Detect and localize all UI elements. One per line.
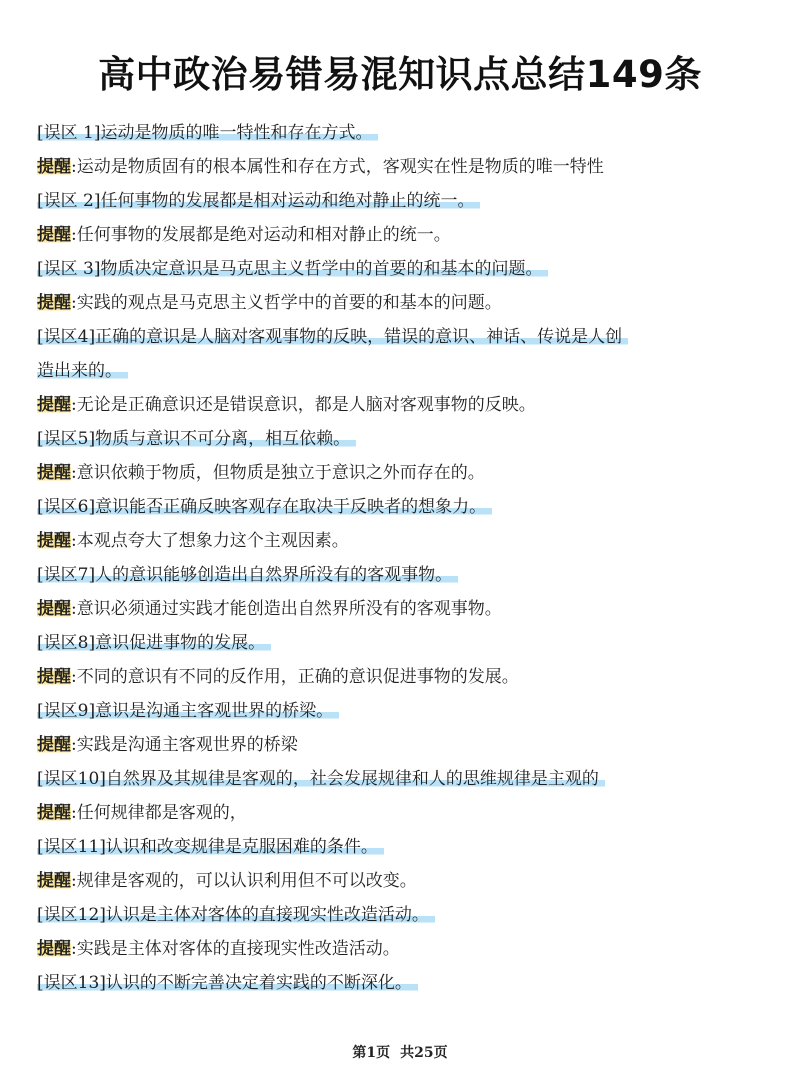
tip-text: :意识必须通过实践才能创造出自然界所没有的客观事物。 [71, 599, 502, 619]
tip-text: :不同的意识有不同的反作用，正确的意识促进事物的发展。 [71, 667, 519, 687]
mistake-line [37, 830, 777, 864]
tip-text: :实践是主体对客体的直接现实性改造活动。 [71, 939, 400, 959]
mistake-line-continued [37, 354, 777, 388]
tip-label: 提醒 [37, 225, 71, 245]
mistake-text: [误区4]正确的意识是人脑对客观事物的反映，错误的意识、神话、传说是人创 [37, 327, 628, 347]
mistake-line [37, 966, 777, 1000]
mistake-text: [误区7]人的意识能够创造出自然界所没有的客观事物。 [37, 565, 458, 585]
mistake-line [37, 116, 777, 150]
tip-line [37, 592, 777, 626]
tip-line [37, 524, 777, 558]
tip-text: :实践是沟通主客观世界的桥梁 [71, 735, 298, 755]
tip-text: :任何事物的发展都是绝对运动和相对静止的统一。 [71, 225, 451, 245]
tip-line [37, 728, 777, 762]
tip-label: 提醒 [37, 395, 71, 415]
mistake-text: [误区5]物质与意识不可分离，相互依赖。 [37, 429, 356, 449]
tip-line [37, 932, 777, 966]
tip-label: 提醒 [37, 803, 71, 823]
mistake-text: 造出来的。 [37, 361, 128, 381]
tip-line [37, 456, 777, 490]
mistake-line [37, 422, 777, 456]
tip-line [37, 796, 777, 830]
mistake-text: [误区 1]运动是物质的唯一特性和存在方式。 [37, 123, 378, 143]
page-footer [0, 1042, 800, 1062]
tip-text: :实践的观点是马克思主义哲学中的首要的和基本的问题。 [71, 293, 502, 313]
mistake-text: [误区11]认识和改变规律是克服困难的条件。 [37, 837, 384, 857]
tip-label: 提醒 [37, 157, 71, 177]
mistake-line [37, 252, 777, 286]
tip-line [37, 864, 777, 898]
mistake-list [37, 116, 777, 1000]
tip-label: 提醒 [37, 871, 71, 891]
tip-label: 提醒 [37, 735, 71, 755]
tip-label: 提醒 [37, 667, 71, 687]
tip-label: 提醒 [37, 939, 71, 959]
mistake-line [37, 558, 777, 592]
tip-text: :本观点夸大了想象力这个主观因素。 [71, 531, 349, 551]
mistake-text: [误区10]自然界及其规律是客观的，社会发展规律和人的思维规律是主观的 [37, 769, 605, 789]
mistake-text: [误区 3]物质决定意识是马克思主义哲学中的首要的和基本的问题。 [37, 259, 548, 279]
mistake-line [37, 184, 777, 218]
tip-line [37, 286, 777, 320]
mistake-line [37, 320, 777, 354]
tip-label: 提醒 [37, 293, 71, 313]
tip-label: 提醒 [37, 463, 71, 483]
mistake-text: [误区9]意识是沟通主客观世界的桥梁。 [37, 701, 339, 721]
mistake-text: [误区12]认识是主体对客体的直接现实性改造活动。 [37, 905, 435, 925]
mistake-line [37, 626, 777, 660]
tip-label: 提醒 [37, 531, 71, 551]
mistake-text: [误区8]意识促进事物的发展。 [37, 633, 271, 653]
mistake-text: [误区 2]任何事物的发展都是相对运动和绝对静止的统一。 [37, 191, 480, 211]
tip-text: :无论是正确意识还是错误意识，都是人脑对客观事物的反映。 [71, 395, 536, 415]
tip-text: :运动是物质固有的根本属性和存在方式，客观实在性是物质的唯一特性 [71, 157, 604, 177]
tip-text: :任何规律都是客观的， [71, 803, 247, 823]
tip-label: 提醒 [37, 599, 71, 619]
tip-line [37, 150, 777, 184]
page-total: 共25页 [400, 1045, 448, 1061]
tip-text: :规律是客观的，可以认识利用但不可以改变。 [71, 871, 417, 891]
mistake-text: [误区13]认识的不断完善决定着实践的不断深化。 [37, 973, 418, 993]
mistake-line [37, 490, 777, 524]
tip-text: :意识依赖于物质，但物质是独立于意识之外而存在的。 [71, 463, 485, 483]
tip-line [37, 218, 777, 252]
page-title: 高中政治易错易混知识点总结149条 [98, 53, 702, 96]
mistake-line [37, 694, 777, 728]
mistake-line [37, 898, 777, 932]
page-number: 第1页 [352, 1045, 391, 1061]
tip-line [37, 660, 777, 694]
tip-line [37, 388, 777, 422]
mistake-text: [误区6]意识能否正确反映客观存在取决于反映者的想象力。 [37, 497, 492, 517]
mistake-line [37, 762, 777, 796]
